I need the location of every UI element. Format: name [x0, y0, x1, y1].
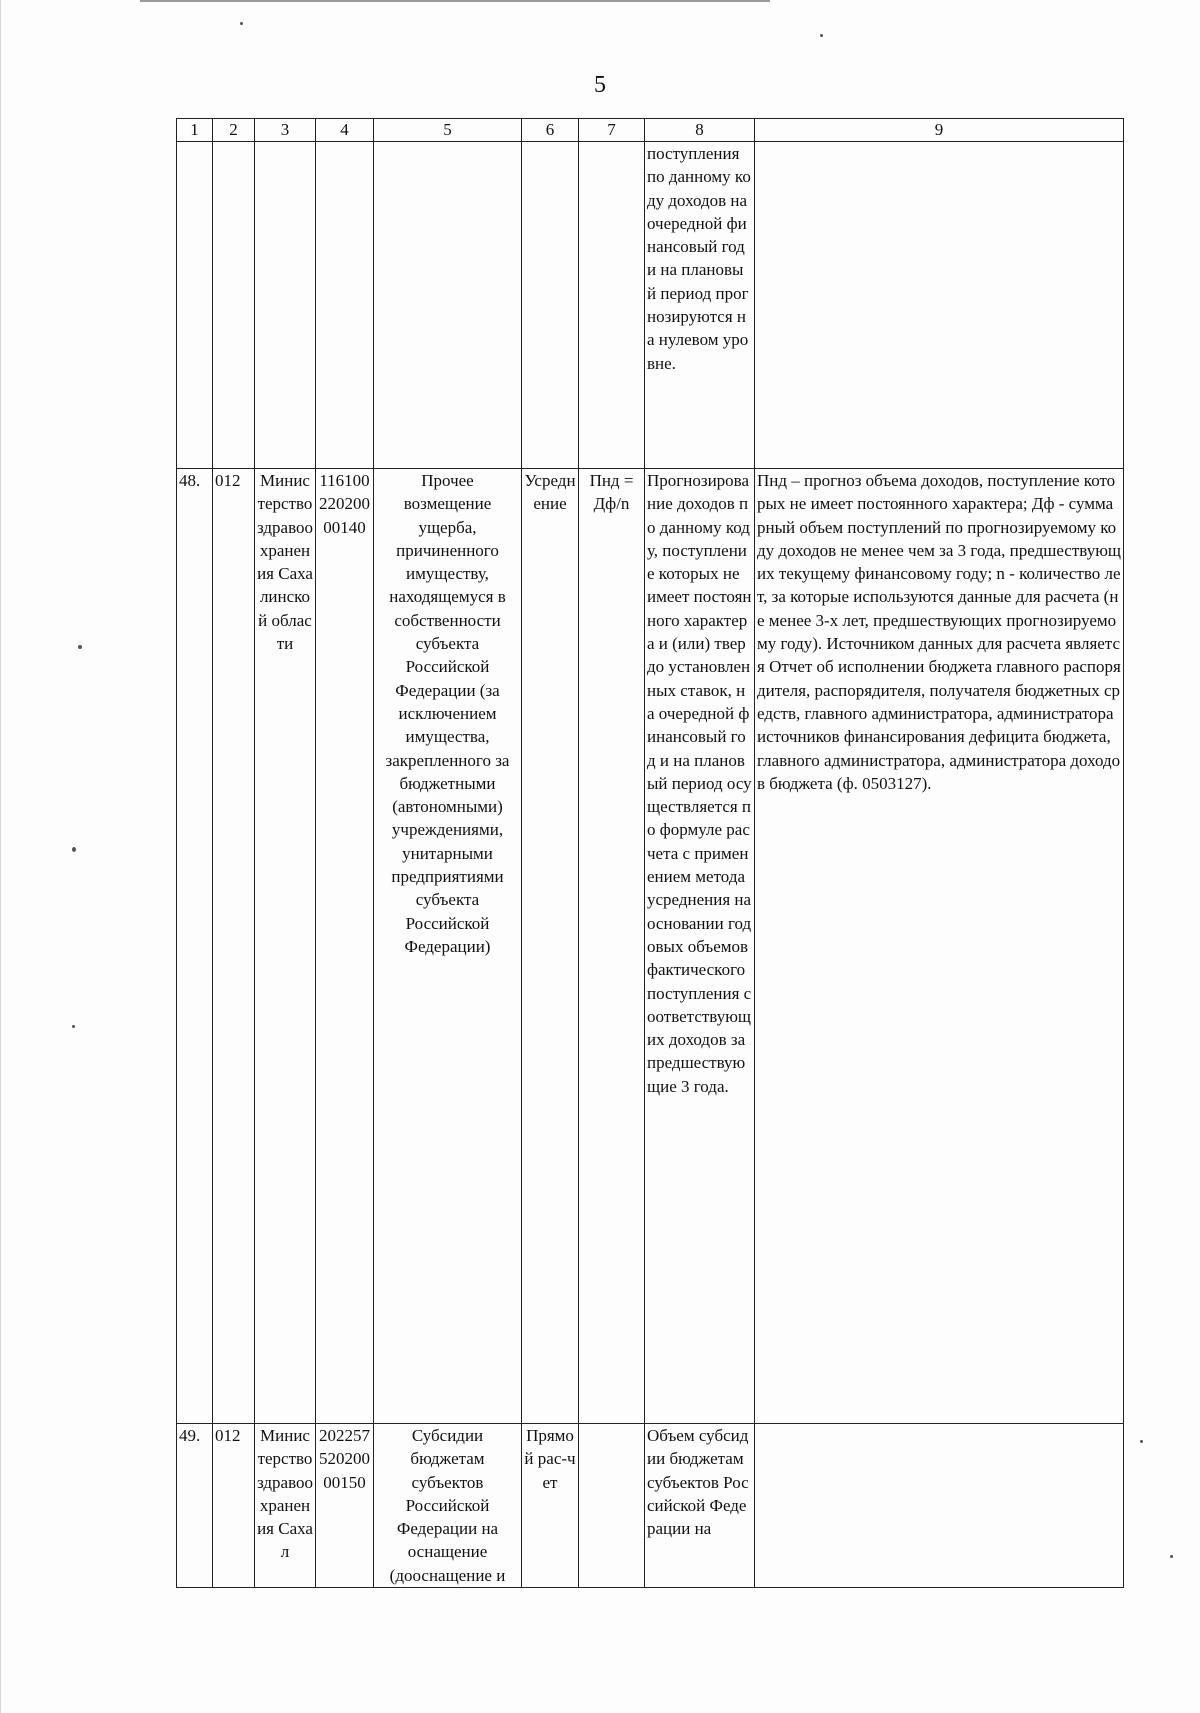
scan-left-edge [0, 0, 1, 1713]
header-col-6: 6 [522, 119, 579, 142]
cell-kbk: 11610022020000140 [316, 469, 374, 1424]
revenue-forecast-table [176, 118, 1124, 1588]
header-col-1: 1 [177, 119, 213, 142]
scan-speck [78, 645, 82, 649]
cell-admin: Министерство здравоохранения Сахал [255, 1424, 316, 1588]
cell-formula [579, 142, 645, 469]
table-row-48 [177, 469, 1124, 1424]
cell-algorithm: Прогнозирование доходов по данному коду, поступление которых не имеет постоянного характера и (или) твердо установленных ставок, на очередной финансовый год и на плановый период осуществляется по формуле расчета с применением метода усреднения на основании годовых объемов фактического поступления соответствующих доходов за предшествующие 3 года. [645, 469, 755, 1424]
cell-code: 012 [213, 1424, 255, 1588]
scan-speck [1170, 1555, 1173, 1558]
scan-speck [72, 847, 76, 852]
header-col-2: 2 [213, 119, 255, 142]
header-col-3: 3 [255, 119, 316, 142]
cell-method [522, 142, 579, 469]
cell-num: 49. [177, 1424, 213, 1588]
cell-code [213, 142, 255, 469]
cell-algorithm: поступления по данному коду доходов на очередной финансовый год и на плановый период прогнозируются на нулевом уровне. [645, 142, 755, 469]
scan-speck [1140, 1440, 1143, 1443]
header-col-8: 8 [645, 119, 755, 142]
cell-algorithm: Объем субсидии бюджетам субъектов Российской Федерации на [645, 1424, 755, 1588]
header-col-5: 5 [374, 119, 522, 142]
cell-formula [579, 1424, 645, 1588]
cell-num [177, 142, 213, 469]
page-number: 5 [594, 72, 606, 98]
header-row [177, 119, 1124, 142]
cell-name [374, 142, 522, 469]
cell-name: Субсидии бюджетам субъектов Российской Федерации на оснащение (дооснащение и [374, 1424, 522, 1588]
header-col-9: 9 [755, 119, 1124, 142]
cell-description [755, 142, 1124, 469]
cell-kbk: 20225752020000150 [316, 1424, 374, 1588]
cell-code: 012 [213, 469, 255, 1424]
scan-speck [820, 34, 823, 37]
table-row-continuation [177, 142, 1124, 469]
cell-name: Прочее возмещение ущерба, причиненного имуществу, находящемуся в собственности субъекта Российской Федерации (за исключением имущества, закрепленного за бюджетными (автономными) учреждениями, унитарными предприятиями субъекта Российской Федерации) [374, 469, 522, 1424]
header-col-4: 4 [316, 119, 374, 142]
cell-method: Усреднение [522, 469, 579, 1424]
table-row-49 [177, 1424, 1124, 1588]
scan-top-edge [140, 0, 770, 2]
cell-num: 48. [177, 469, 213, 1424]
cell-method: Прямой рас-чет [522, 1424, 579, 1588]
scan-speck [72, 1025, 75, 1028]
cell-kbk [316, 142, 374, 469]
cell-formula: Пнд = Дф/n [579, 469, 645, 1424]
cell-description: Пнд – прогноз объема доходов, поступление которых не имеет постоянного характера; Дф - суммарный объем поступлений по прогнозируемому коду доходов не менее чем за 3 года, предшествующих текущему финансовому году; n - количество лет, за которые используются данные для расчета (не менее 3-х лет, предшествующих прогнозируемому году). Источником данных для расчета является Отчет об исполнении бюджета главного распорядителя, распорядителя, получателя бюджетных средств, главного администратора, администратора источников финансирования дефицита бюджета, главного администратора, администратора доходов бюджета (ф. 0503127). [755, 469, 1124, 1424]
cell-admin: Министерство здравоохранения Сахалинской области [255, 469, 316, 1424]
cell-admin [255, 142, 316, 469]
scan-speck [240, 22, 243, 25]
header-col-7: 7 [579, 119, 645, 142]
cell-description [755, 1424, 1124, 1588]
